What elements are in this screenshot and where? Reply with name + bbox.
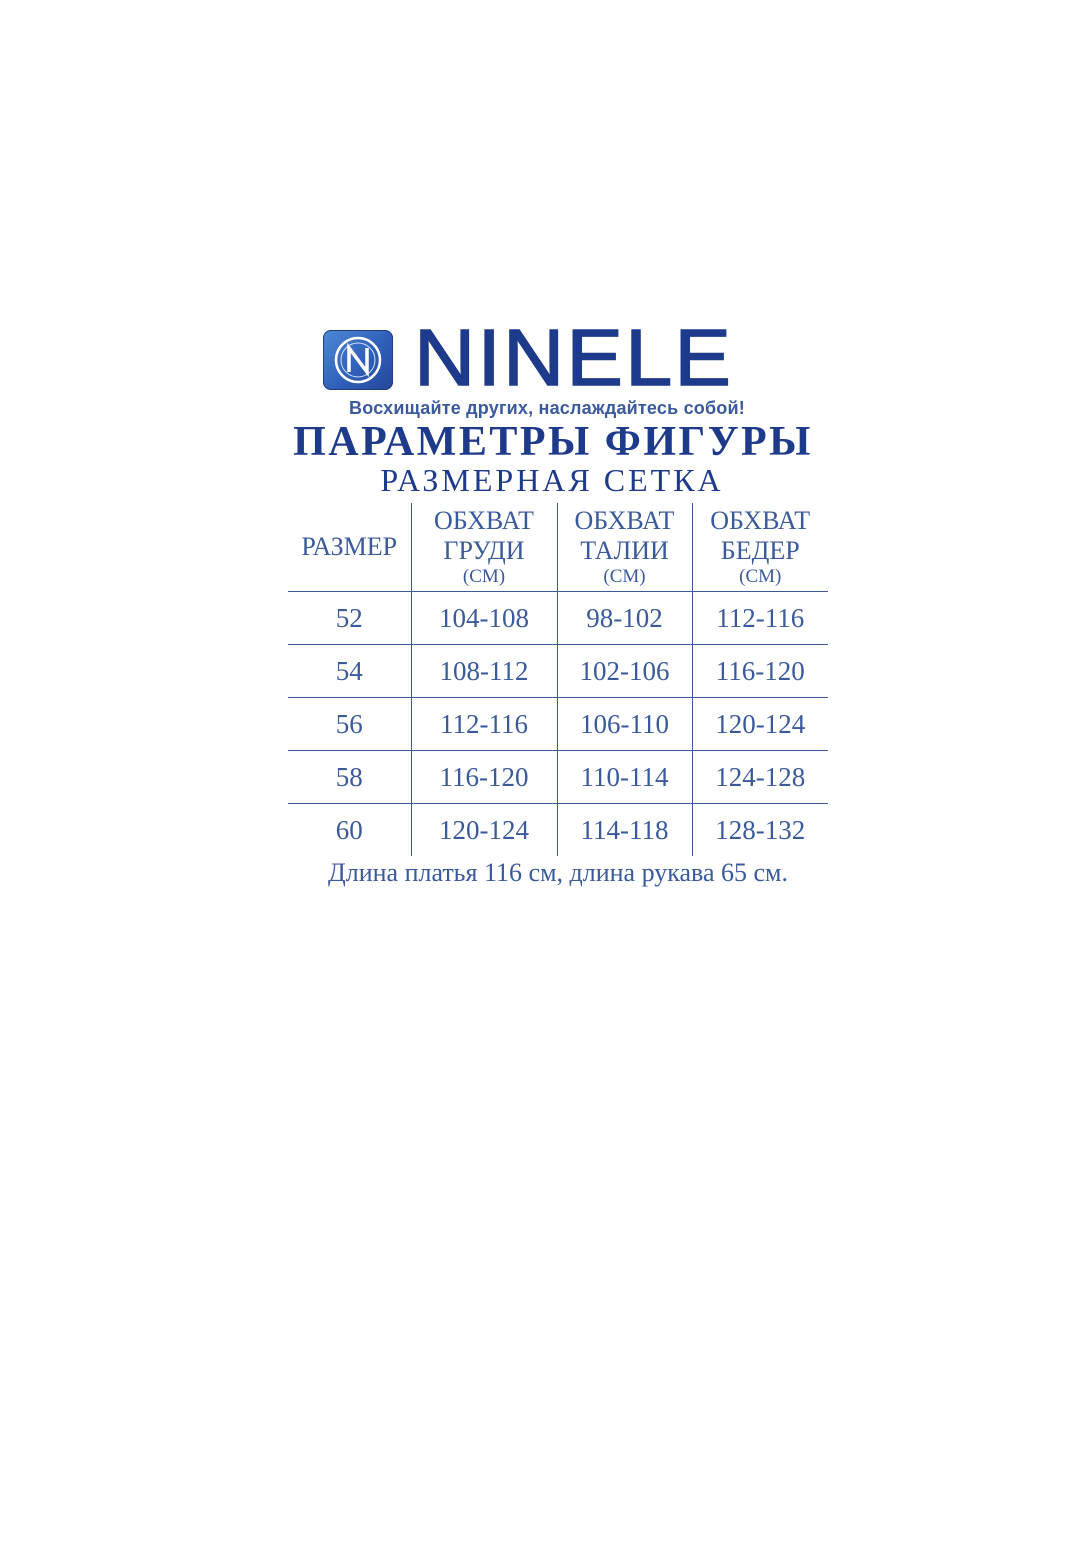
- brand-wordmark: NINELE: [414, 313, 734, 402]
- table-row: [288, 698, 828, 751]
- table-row: [288, 804, 828, 857]
- header-chest-line2: ГРУДИ: [443, 536, 525, 565]
- header-hips-line1: ОБХВАТ: [710, 506, 811, 535]
- brand-logo: [320, 313, 780, 402]
- header-hips: [692, 503, 828, 592]
- table-row: [288, 592, 828, 645]
- cell-waist: 110-114: [557, 751, 692, 804]
- ninele-logo-badge-icon: [323, 330, 393, 390]
- garment-length-note: Длина платья 116 см, длина рукава 65 см.: [327, 858, 788, 887]
- table-row: [288, 645, 828, 698]
- cell-chest: 116-120: [411, 751, 557, 804]
- cell-size: 58: [288, 751, 411, 804]
- header-waist-line2: ТАЛИИ: [580, 536, 669, 565]
- header-hips-line2: БЕДЕР: [720, 536, 800, 565]
- cell-waist: 106-110: [557, 698, 692, 751]
- header-waist: [557, 503, 692, 592]
- cell-hips: 124-128: [692, 751, 828, 804]
- cell-waist: 98-102: [557, 592, 692, 645]
- cell-chest: 120-124: [411, 804, 557, 857]
- header-waist-line1: ОБХВАТ: [574, 506, 675, 535]
- cell-hips: 120-124: [692, 698, 828, 751]
- brand-tagline: Восхищайте других, наслаждайтесь собой!: [349, 398, 745, 418]
- header-chest-line1: ОБХВАТ: [434, 506, 534, 535]
- page-title: ПАРАМЕТРЫ ФИГУРЫ: [293, 419, 813, 465]
- cell-hips: 116-120: [692, 645, 828, 698]
- table-header-row: [288, 503, 828, 592]
- header-chest: [411, 503, 557, 592]
- table-row: [288, 751, 828, 804]
- page-subtitle: РАЗМЕРНАЯ СЕТКА: [380, 462, 724, 498]
- logo-emblem-icon: [323, 330, 393, 390]
- header-waist-unit: (СМ): [603, 566, 646, 587]
- cell-hips: 128-132: [692, 804, 828, 857]
- cell-size: 52: [288, 592, 411, 645]
- header-hips-unit: (СМ): [739, 566, 782, 587]
- cell-size: 54: [288, 645, 411, 698]
- cell-chest: 112-116: [411, 698, 557, 751]
- cell-size: 56: [288, 698, 411, 751]
- cell-chest: 108-112: [411, 645, 557, 698]
- cell-hips: 112-116: [692, 592, 828, 645]
- header-chest-unit: (СМ): [462, 566, 506, 587]
- cell-waist: 114-118: [557, 804, 692, 857]
- header-size: РАЗМЕР: [288, 503, 411, 592]
- cell-chest: 104-108: [411, 592, 557, 645]
- cell-size: 60: [335, 814, 363, 845]
- size-chart-table: [288, 503, 828, 856]
- cell-waist: 102-106: [557, 645, 692, 698]
